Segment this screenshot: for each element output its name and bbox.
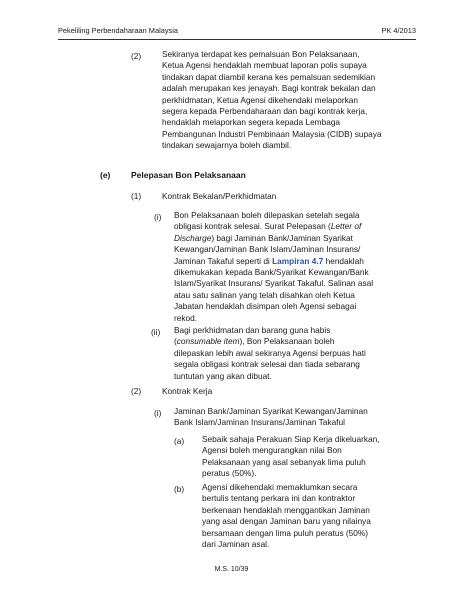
para-2-text bbox=[162, 49, 416, 152]
para-2-line: hendaklah melaporkan segera kepada Lembaga bbox=[162, 117, 341, 128]
item-i-line: rekod. bbox=[174, 312, 198, 323]
item-ii-line: dilepaskan lebih awal sekiranya Agensi berpuas hati bbox=[174, 347, 366, 358]
item-b-line: bertulis tentang perkara ini dan kontraktor bbox=[202, 493, 356, 504]
section-e-label: (e) bbox=[100, 170, 111, 180]
item-ii-text bbox=[174, 325, 416, 382]
para-2-line: adalah merupakan kes jenayah. Bagi kontrak bekalan dan bbox=[162, 83, 376, 94]
item-ii-line: Bagi perkhidmatan dan barang guna habis bbox=[174, 325, 331, 335]
item-ii-line bbox=[174, 336, 416, 347]
item-ii-label: (ii) bbox=[151, 327, 161, 337]
item-ii-line2-italic: consumable item bbox=[176, 336, 240, 347]
item-i-line3: ) bagi Jaminan Bank/Jaminan Syarikat bbox=[211, 232, 353, 243]
item-a-line: Sebaik sahaja Perakuan Siap Kerja dikeluarkan, bbox=[202, 434, 380, 444]
item-b-line: bersamaan dengan lima puluh peratus (50%) bbox=[202, 527, 369, 538]
item-ii-line: tuntutan yang akan dibuat. bbox=[174, 370, 272, 381]
header-left: Pekeliling Perbendaharaan Malaysia bbox=[58, 26, 178, 35]
item-i-line: atau satu salinan yang telah disahkan oleh Ketua bbox=[174, 289, 355, 300]
para-2-line: Sekiranya terdapat kes pemalsuan Bon Pelaksanaan, bbox=[162, 49, 360, 59]
item-b-line: Agensi dikehendaki memaklumkan secara bbox=[202, 482, 358, 492]
item-i-line2-italic: Letter of bbox=[330, 221, 362, 232]
item-i-text bbox=[174, 210, 416, 324]
item-b-line: yang asal dengan Jaminan baru yang nilainya bbox=[202, 516, 371, 527]
item-i-line: Bon Pelaksanaan boleh dilepaskan setelah segala bbox=[174, 210, 360, 220]
item-i-line: dikemukakan kepada Bank/Syarikat Kewangan/Bank bbox=[174, 267, 369, 278]
sub-1-label: (1) bbox=[131, 191, 142, 201]
item-i-line bbox=[174, 233, 416, 244]
page-number: M.S. 10/39 bbox=[214, 566, 249, 573]
item-i-line bbox=[174, 256, 416, 267]
item-2i-text bbox=[174, 406, 416, 429]
lampiran-link[interactable]: Lampiran 4.7 bbox=[272, 255, 324, 266]
para-2-line: tindakan dapat diambil kerana kes pemalsuan sedemikian bbox=[162, 71, 376, 82]
item-a-line: Agensi boleh mengurangkan nilai Bon bbox=[202, 445, 342, 456]
item-b-label: (b) bbox=[174, 484, 185, 494]
item-ii-line2a: ( bbox=[174, 336, 177, 347]
item-i-line5b: hendaklah bbox=[323, 255, 364, 266]
item-a-label: (a) bbox=[174, 436, 185, 446]
item-ii-line: segala obligasi kontrak selesai dan tiada sebarang bbox=[174, 359, 360, 370]
para-2-line: segera kepada Perbendaharaan dan bagi kontrak kerja, bbox=[162, 106, 368, 117]
sub-2-label: (2) bbox=[131, 386, 142, 396]
para-2-line: Pembangunan Industri Pembinaan Malaysia (CIDB) supaya bbox=[162, 128, 382, 139]
item-i-line bbox=[174, 221, 416, 232]
item-2i-line: Bank Islam/Jaminan Insurans/Jaminan Takaful bbox=[174, 417, 345, 428]
header-divider bbox=[58, 39, 416, 40]
item-b-text bbox=[202, 482, 416, 550]
item-i-line: Kewangan/Jaminan Bank Islam/Jaminan Insurans/ bbox=[174, 244, 361, 255]
item-i-line: Islam/Syarikat Insurans/ Syarikat Takaful. Salinan asal bbox=[174, 278, 374, 289]
item-a-text bbox=[202, 434, 416, 480]
item-a-line: peratus (50%). bbox=[202, 468, 257, 479]
item-a-line: Pelaksanaan yang asal sebanyak lima puluh bbox=[202, 456, 366, 467]
sub-1-title: Kontrak Bekalan/Perkhidmatan bbox=[162, 191, 277, 201]
item-b-line: berkenaan hendaklah menggantikan Jaminan bbox=[202, 504, 370, 515]
header-right: PK 4/2013 bbox=[381, 26, 416, 35]
item-i-label: (i) bbox=[154, 212, 162, 222]
para-2-line: tindakan sewajarnya boleh diambil. bbox=[162, 140, 292, 151]
item-i-line: Jabatan hendaklah disimpan oleh Agensi sebagai bbox=[174, 301, 357, 312]
item-i-line5a: Jaminan Takaful seperti di bbox=[174, 255, 273, 266]
section-e-title: Pelepasan Bon Pelaksanaan bbox=[131, 170, 246, 180]
item-2i-label: (i) bbox=[154, 408, 162, 418]
item-i-line2: obligasi kontrak selesai. Surat Pelepasan ( bbox=[174, 221, 331, 232]
para-2-label: (2) bbox=[131, 51, 142, 61]
item-ii-line2b: ), Bon Pelaksanaan boleh bbox=[239, 336, 335, 347]
sub-2-title: Kontrak Kerja bbox=[162, 386, 213, 396]
item-2i-line: Jaminan Bank/Jaminan Syarikat Kewangan/Jaminan bbox=[174, 406, 368, 416]
para-2-line: Ketua Agensi hendaklah membuat laporan polis supaya bbox=[162, 60, 367, 71]
item-b-line: dari Jaminan asal. bbox=[202, 539, 270, 550]
item-i-line3-italic: Discharge bbox=[174, 232, 212, 243]
para-2-line: perkhidmatan, Ketua Agensi dikehendaki melaporkan bbox=[162, 94, 359, 105]
